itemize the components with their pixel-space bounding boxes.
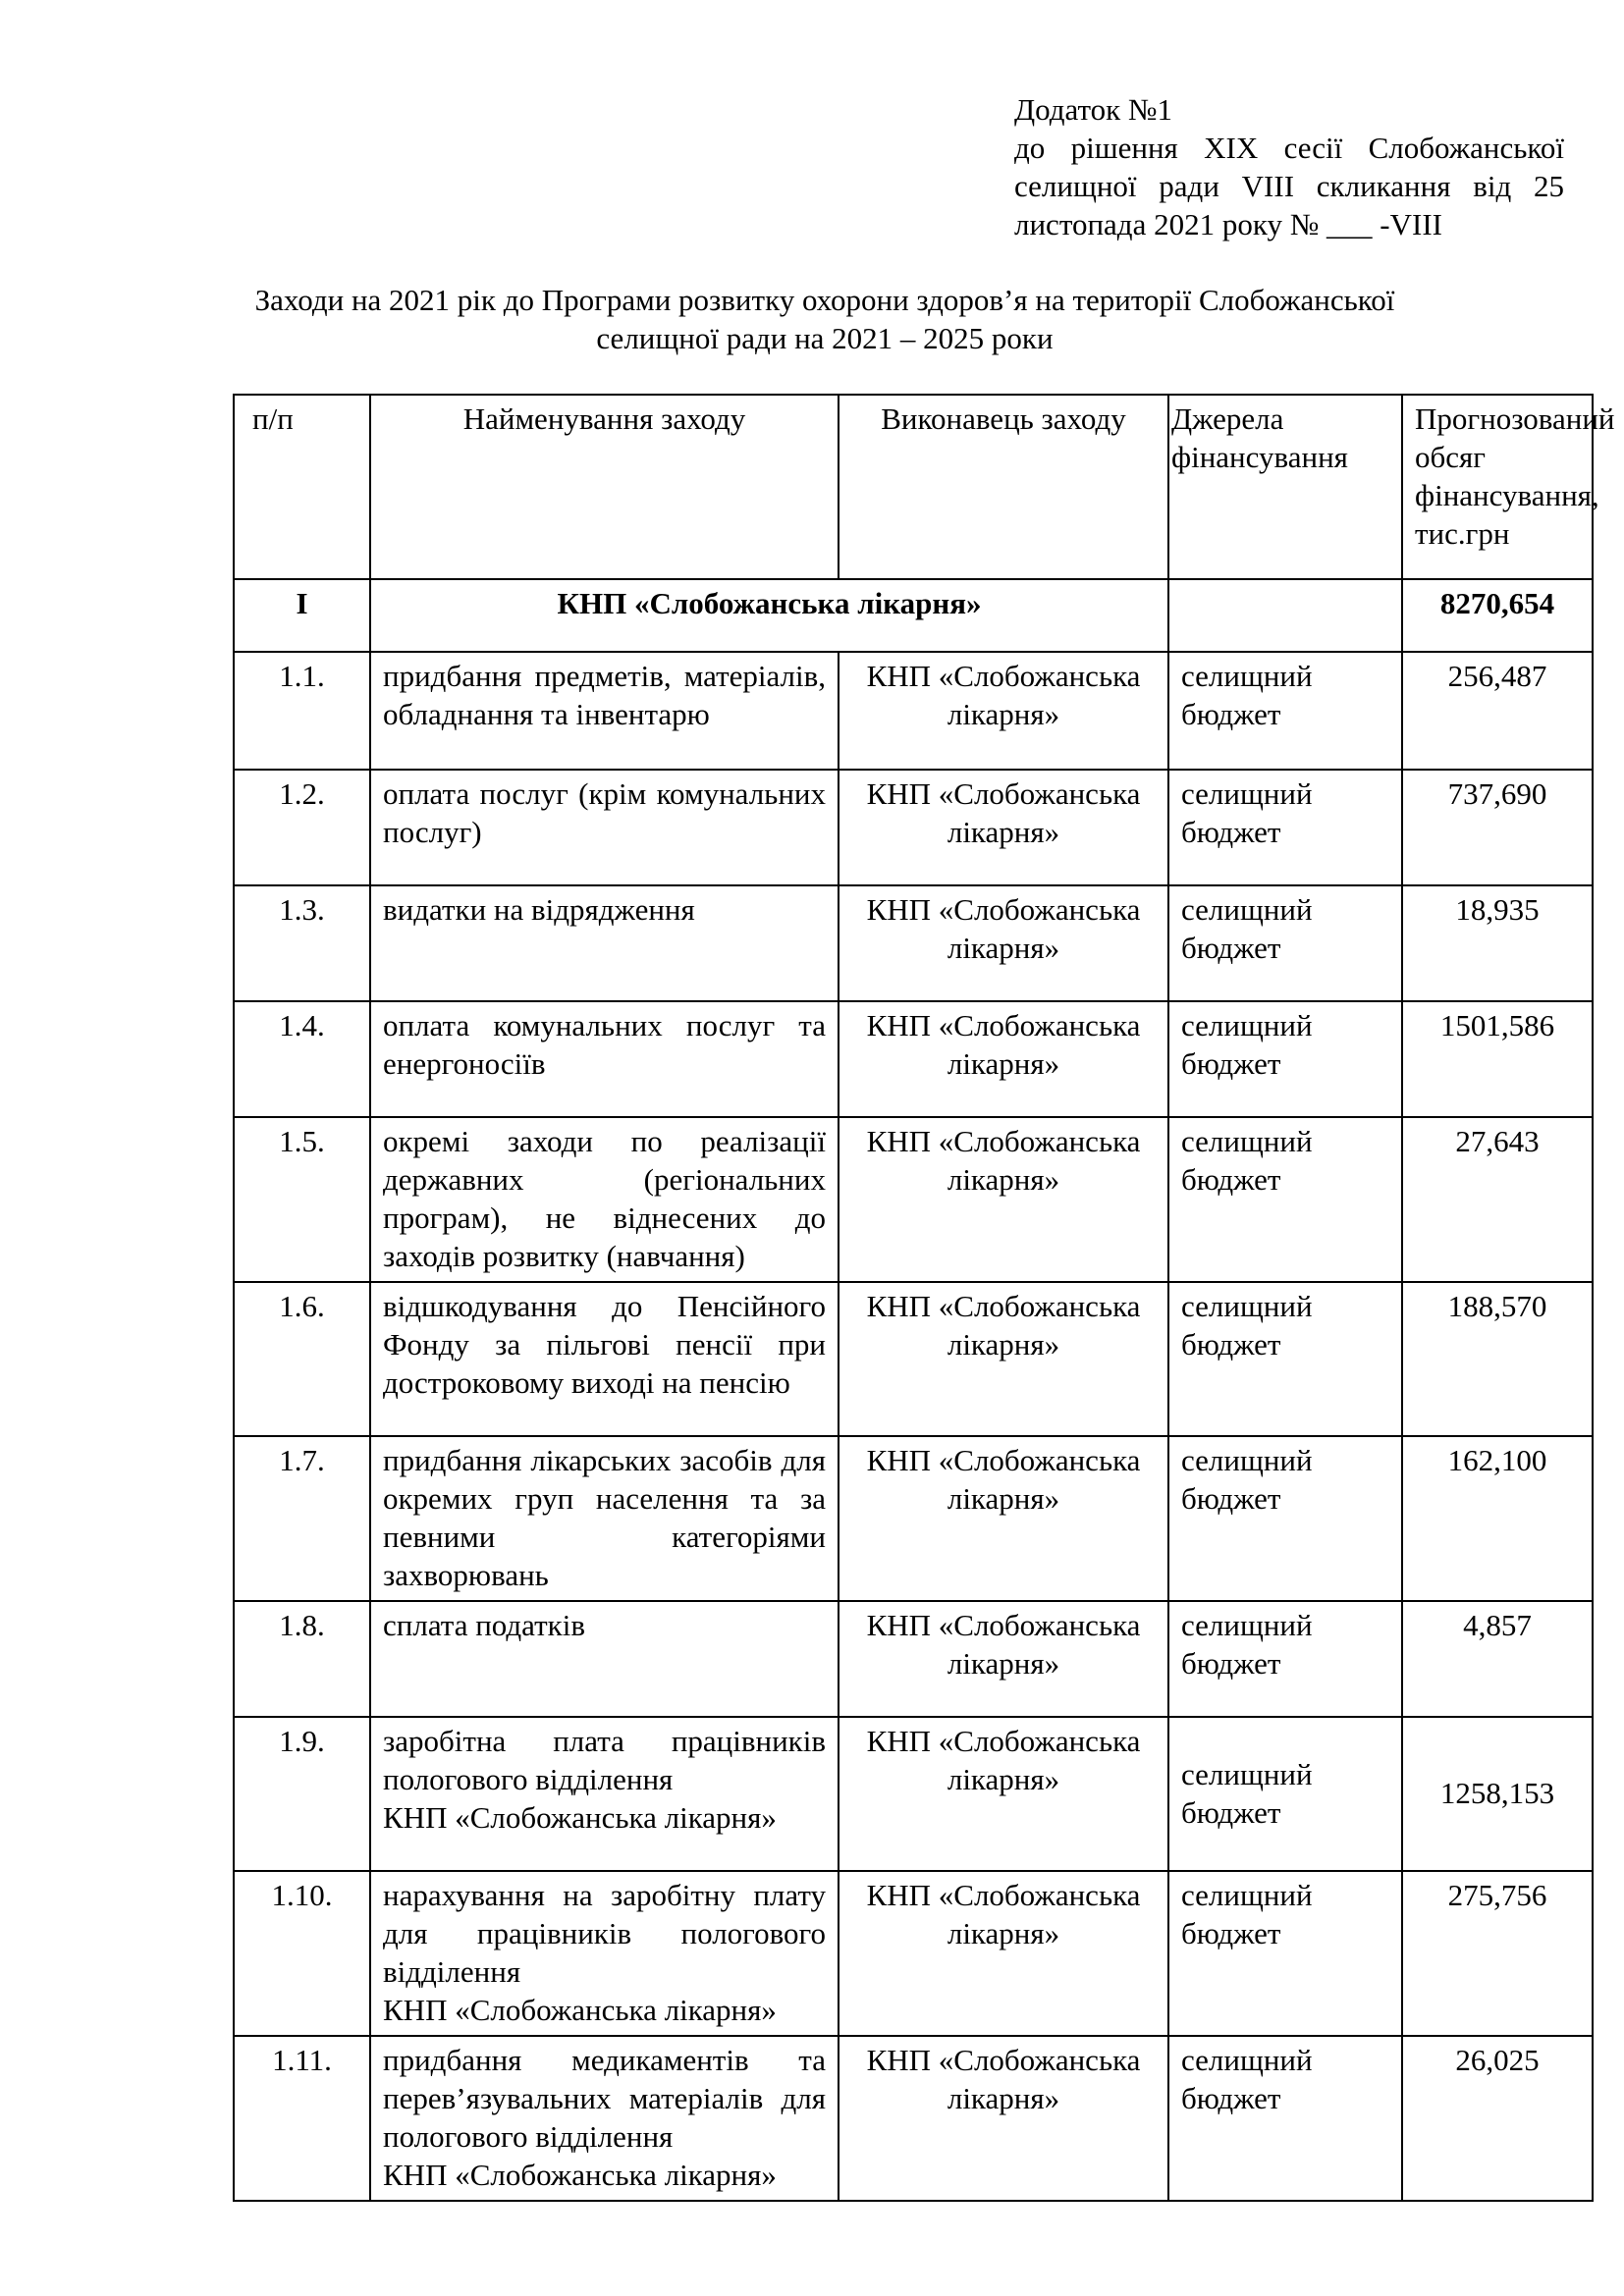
table-row xyxy=(234,1282,1593,1436)
row-source: селищний бюджет xyxy=(1168,652,1402,770)
table-row xyxy=(234,770,1593,885)
row-source: селищний бюджет xyxy=(1168,1871,1402,2036)
section-row xyxy=(234,579,1593,652)
row-name-org: КНП «Слобожанська лікарня» xyxy=(383,2158,777,2192)
section-num: I xyxy=(234,579,370,652)
section-name: КНП «Слобожанська лікарня» xyxy=(370,579,1168,652)
row-amount: 1501,586 xyxy=(1402,1001,1593,1117)
row-name: придбання лікарських засобів для окремих груп населення та за певними категоріями захворювань xyxy=(370,1436,839,1601)
row-num: 1.6. xyxy=(234,1282,370,1436)
row-name xyxy=(370,1871,839,2036)
header-name: Найменування заходу xyxy=(370,395,839,579)
document-title xyxy=(226,281,1424,357)
row-name xyxy=(370,1717,839,1871)
header-num: п/п xyxy=(234,395,370,579)
table-row xyxy=(234,2036,1593,2201)
table-row xyxy=(234,1117,1593,1282)
row-source: селищний бюджет xyxy=(1168,1001,1402,1117)
annex-line-3: селищної ради VIII скликання від 25 xyxy=(1014,169,1564,203)
table-row xyxy=(234,1717,1593,1871)
row-num: 1.9. xyxy=(234,1717,370,1871)
row-name: придбання предметів, матеріалів, обладнання та інвентарю xyxy=(370,652,839,770)
measures-table xyxy=(233,394,1615,2202)
row-source: селищний бюджет xyxy=(1168,770,1402,885)
row-name-text: нарахування на заробітну плату для працівників пологового відділення xyxy=(383,1878,826,1989)
row-amount: 256,487 xyxy=(1402,652,1593,770)
row-source: селищний бюджет xyxy=(1168,885,1402,1001)
row-executor: КНП «Слобожанська лікарня» xyxy=(839,1601,1168,1717)
row-source: селищний бюджет xyxy=(1168,1436,1402,1601)
row-name: сплата податків xyxy=(370,1601,839,1717)
row-num: 1.7. xyxy=(234,1436,370,1601)
table-row xyxy=(234,1001,1593,1117)
row-num: 1.4. xyxy=(234,1001,370,1117)
row-source: селищний бюджет xyxy=(1168,1717,1402,1871)
row-source: селищний бюджет xyxy=(1168,2036,1402,2201)
table-row xyxy=(234,1436,1593,1601)
annex-title: Додаток №1 xyxy=(1014,92,1173,127)
row-executor: КНП «Слобожанська лікарня» xyxy=(839,1282,1168,1436)
title-line-2: селищної ради на 2021 – 2025 роки xyxy=(596,321,1054,355)
row-num: 1.8. xyxy=(234,1601,370,1717)
annex-line-2: до рішення XIX сесії Слобожанської xyxy=(1014,131,1564,165)
row-num: 1.5. xyxy=(234,1117,370,1282)
header-amount: Прогнозований обсяг фінансування, тис.грн xyxy=(1402,395,1593,579)
row-executor: КНП «Слобожанська лікарня» xyxy=(839,652,1168,770)
table-row xyxy=(234,1601,1593,1717)
header-executor: Виконавець заходу xyxy=(839,395,1168,579)
row-amount: 275,756 xyxy=(1402,1871,1593,2036)
row-executor: КНП «Слобожанська лікарня» xyxy=(839,885,1168,1001)
row-executor: КНП «Слобожанська лікарня» xyxy=(839,1117,1168,1282)
row-amount: 18,935 xyxy=(1402,885,1593,1001)
row-amount: 4,857 xyxy=(1402,1601,1593,1717)
row-amount: 737,690 xyxy=(1402,770,1593,885)
section-source-empty xyxy=(1168,579,1402,652)
row-executor: КНП «Слобожанська лікарня» xyxy=(839,1717,1168,1871)
row-num: 1.1. xyxy=(234,652,370,770)
table-row xyxy=(234,885,1593,1001)
row-name: відшкодування до Пенсійного Фонду за пільгові пенсії при достроковому виході на пенсію xyxy=(370,1282,839,1436)
row-name xyxy=(370,2036,839,2201)
row-amount: 188,570 xyxy=(1402,1282,1593,1436)
row-name: видатки на відрядження xyxy=(370,885,839,1001)
row-num: 1.11. xyxy=(234,2036,370,2201)
table-header-row xyxy=(234,395,1593,579)
row-amount: 162,100 xyxy=(1402,1436,1593,1601)
row-num: 1.3. xyxy=(234,885,370,1001)
row-amount: 27,643 xyxy=(1402,1117,1593,1282)
row-name-text: заробітна плата працівників пологового відділення xyxy=(383,1724,826,1796)
row-executor: КНП «Слобожанська лікарня» xyxy=(839,1001,1168,1117)
row-name-org: КНП «Слобожанська лікарня» xyxy=(383,1800,777,1835)
row-executor: КНП «Слобожанська лікарня» xyxy=(839,770,1168,885)
row-amount: 1258,153 xyxy=(1402,1717,1593,1871)
section-amount: 8270,654 xyxy=(1402,579,1593,652)
row-name: оплата комунальних послуг та енергоносіїв xyxy=(370,1001,839,1117)
row-executor: КНП «Слобожанська лікарня» xyxy=(839,1871,1168,2036)
row-name: оплата послуг (крім комунальних послуг) xyxy=(370,770,839,885)
row-num: 1.2. xyxy=(234,770,370,885)
row-name-text: придбання медикаментів та перев’язувальних матеріалів для пологового відділення xyxy=(383,2043,826,2154)
row-name: окремі заходи по реалізації державних (регіональних програм), не віднесених до заходів розвитку (навчання) xyxy=(370,1117,839,1282)
title-line-1: Заходи на 2021 рік до Програми розвитку охорони здоров’я на території Слобожанської xyxy=(254,283,1395,317)
row-source: селищний бюджет xyxy=(1168,1117,1402,1282)
table-row xyxy=(234,1871,1593,2036)
row-num: 1.10. xyxy=(234,1871,370,2036)
row-name-org: КНП «Слобожанська лікарня» xyxy=(383,1993,777,2027)
row-source: селищний бюджет xyxy=(1168,1601,1402,1717)
row-source: селищний бюджет xyxy=(1168,1282,1402,1436)
header-source: Джерела фінансування xyxy=(1168,395,1402,579)
row-amount: 26,025 xyxy=(1402,2036,1593,2201)
row-executor: КНП «Слобожанська лікарня» xyxy=(839,2036,1168,2201)
row-executor: КНП «Слобожанська лікарня» xyxy=(839,1436,1168,1601)
table-row xyxy=(234,652,1593,770)
annex-line-4: листопада 2021 року № ___ -VIII xyxy=(1014,207,1442,241)
annex-note xyxy=(1014,90,1564,243)
